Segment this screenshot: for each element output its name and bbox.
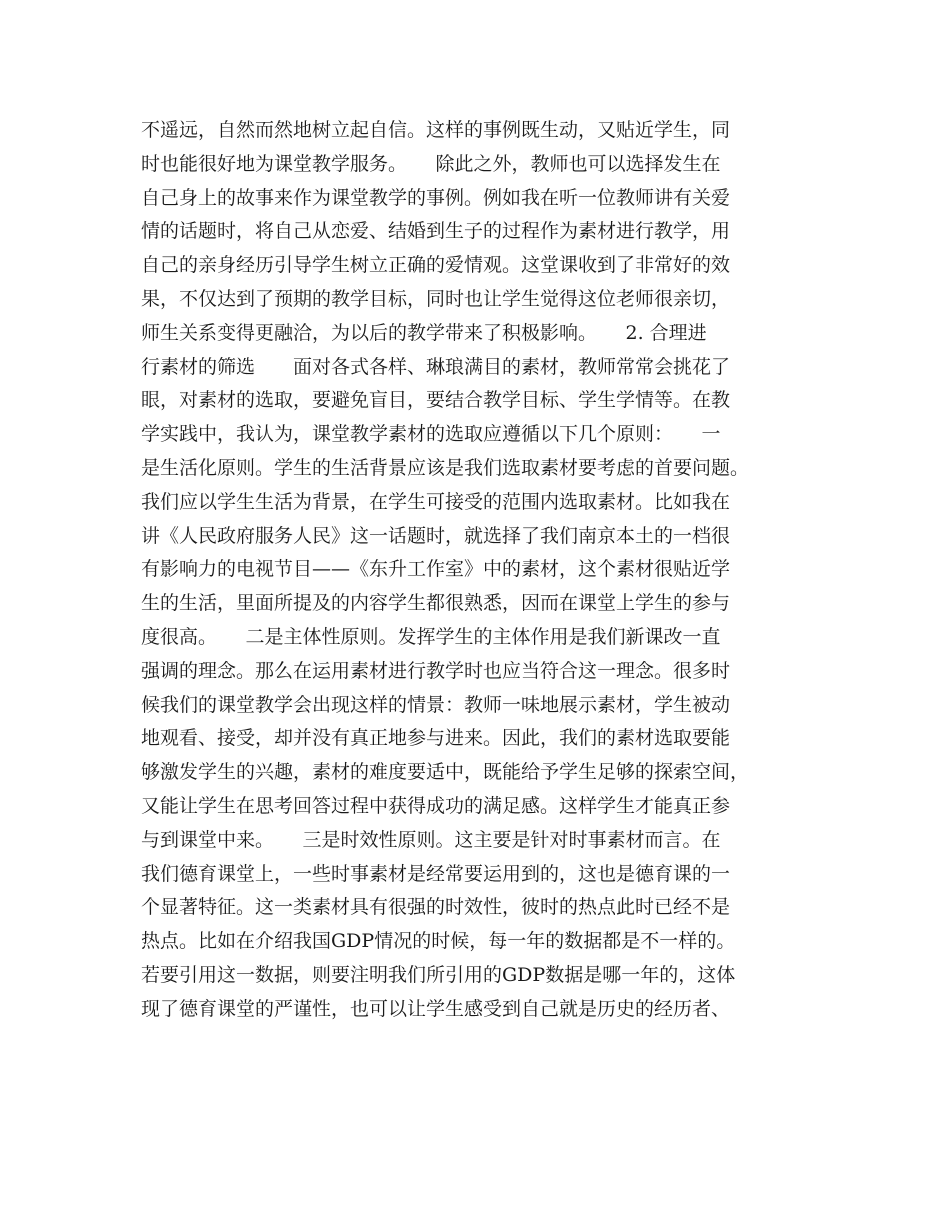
text-line: 讲《人民政府服务人民》这一话题时，就选择了我们南京本土的一档很	[141, 524, 731, 547]
text-line: 情的话题时，将自己从恋爱、结婚到生子的过程作为素材进行教学，用	[141, 220, 731, 243]
text-line: 热点。比如在介绍我国GDP情况的时候，每一年的数据都是不一样的。	[141, 930, 736, 953]
text-line: 强调的理念。那么在运用素材进行教学时也应当符合这一理念。很多时	[141, 659, 731, 682]
text-line: 自己的亲身经历引导学生树立正确的爱情观。这堂课收到了非常好的效	[141, 254, 731, 277]
text-line: 又能让学生在思考回答过程中获得成功的满足感。这样学生才能真正参	[141, 794, 731, 817]
text-line: 有影响力的电视节目——《东升工作室》中的素材，这个素材很贴近学	[141, 558, 731, 581]
text-line: 是生活化原则。学生的生活背景应该是我们选取素材要考虑的首要问题。	[141, 456, 750, 479]
text-line: 候我们的课堂教学会出现这样的情景：教师一味地展示素材，学生被动	[141, 693, 731, 716]
text-line: 现了德育课堂的严谨性，也可以让学生感受到自己就是历史的经历者、	[141, 997, 731, 1020]
text-line: 行素材的筛选 面对各式各样、琳琅满目的素材，教师常常会挑花了	[141, 355, 731, 378]
text-line: 与到课堂中来。 三是时效性原则。这主要是针对时事素材而言。在	[141, 828, 721, 851]
text-line: 自己身上的故事来作为课堂教学的事例。例如我在听一位教师讲有关爱	[141, 186, 731, 209]
text-line: 不遥远，自然而然地树立起自信。这样的事例既生动，又贴近学生，同	[141, 119, 731, 141]
text-line: 师生关系变得更融洽，为以后的教学带来了积极影响。 2. 合理进	[141, 321, 707, 344]
text-line: 地观看、接受，却并没有真正地参与进来。因此，我们的素材选取要能	[141, 727, 731, 750]
text-line: 够激发学生的兴趣，素材的难度要适中，既能给予学生足够的探索空间，	[141, 761, 750, 784]
text-line: 时也能很好地为课堂教学服务。 除此之外，教师也可以选择发生在	[141, 152, 721, 175]
body-text	[141, 114, 831, 1027]
text-line: 眼，对素材的选取，要避免盲目，要结合教学目标、学生学情等。在教	[141, 389, 731, 412]
text-line: 学实践中，我认为，课堂教学素材的选取应遵循以下几个原则： 一	[141, 423, 721, 446]
text-line: 我们应以学生生活为背景，在学生可接受的范围内选取素材。比如我在	[141, 490, 731, 513]
text-line: 果，不仅达到了预期的教学目标，同时也让学生觉得这位老师很亲切，	[141, 287, 731, 310]
text-line: 生的生活，里面所提及的内容学生都很熟悉，因而在课堂上学生的参与	[141, 592, 731, 615]
text-line: 度很高。 二是主体性原则。发挥学生的主体作用是我们新课改一直	[141, 625, 721, 648]
text-line: 若要引用这一数据，则要注明我们所引用的GDP数据是哪一年的，这体	[141, 963, 736, 986]
text-line: 我们德育课堂上，一些时事素材是经常要运用到的，这也是德育课的一	[141, 862, 731, 885]
text-line: 个显著特征。这一类素材具有很强的时效性，彼时的热点此时已经不是	[141, 896, 731, 919]
